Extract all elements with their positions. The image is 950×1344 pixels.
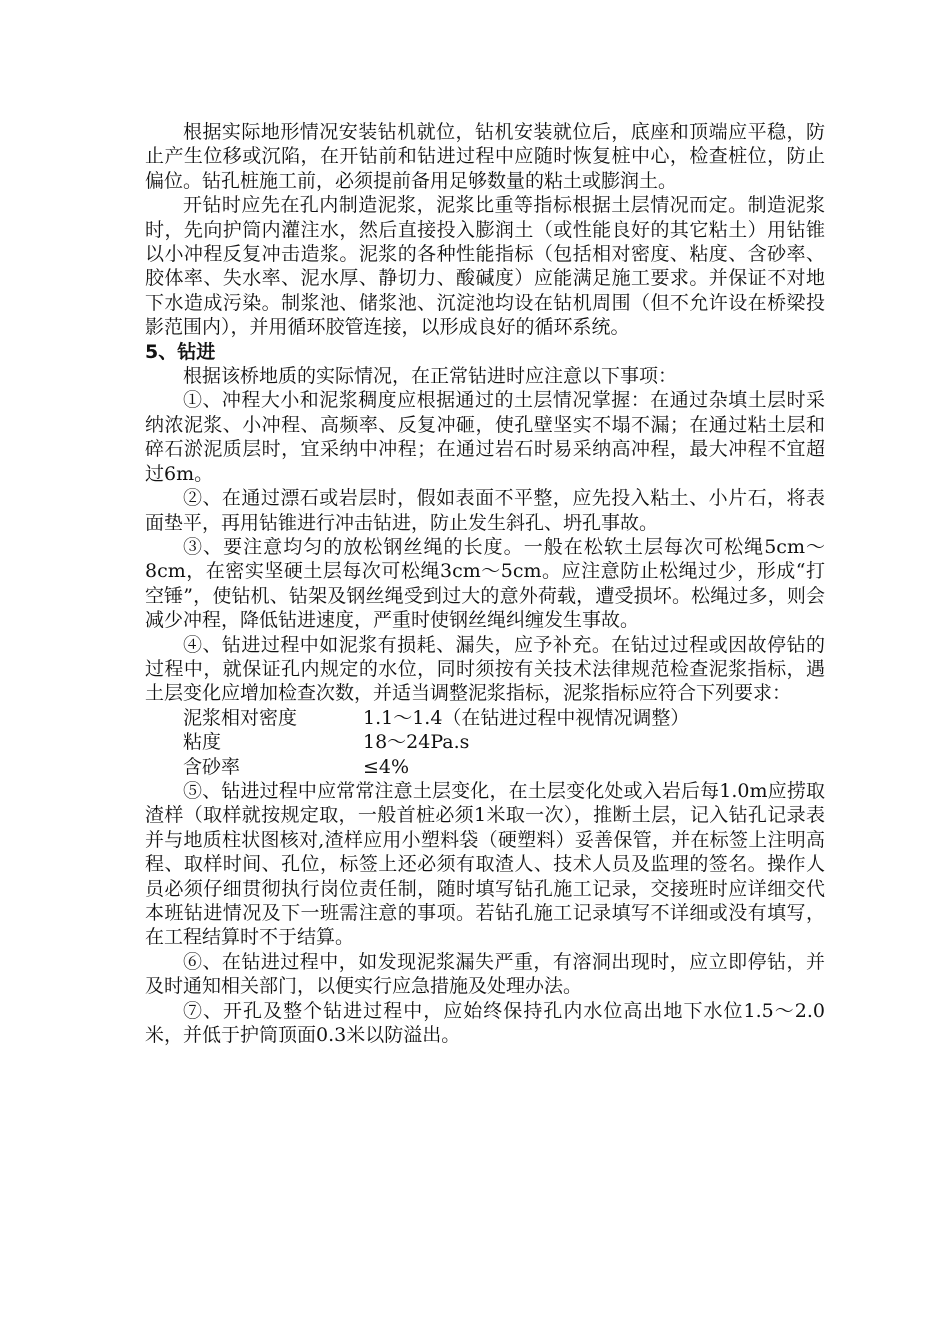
spec-label: 泥浆相对密度 — [183, 706, 298, 729]
spec-label: 粘度 — [183, 731, 222, 754]
spec-row — [145, 730, 825, 754]
spec-value: ≤4% — [363, 755, 410, 778]
paragraph-item-5: ⑤、钻进过程中应常常注意土层变化，在土层变化处或入岩后每1.0m应捞取渣样（取样就按规定取，一般首桩必须1米取一次），推断土层，记入钻孔记录表并与地质柱状图核对,渣样应用小塑料袋（硬塑料）妥善保管，并在标签上注明高程、取样时间、孔位，标签上还必须有取渣人、技术人员及监理的签名。操作人员必须仔细贯彻执行岗位责任制，随时填写钻孔施工记录，交接班时应详细交代本班钻进情况及下一班需注意的事项。若钻孔施工记录填写不详细或没有填写，在工程结算时不于结算。 — [145, 779, 825, 949]
paragraph-item-4: ④、钻进过程中如泥浆有损耗、漏失，应予补充。在钻过过程或因故停钻的过程中，就保证孔内规定的水位，同时须按有关技术法律规范检查泥浆指标，遇土层变化应增加检查次数，并适当调整泥浆指标，泥浆指标应符合下列要求： — [145, 633, 825, 705]
paragraph-intro: 根据该桥地质的实际情况，在正常钻进时应注意以下事项： — [183, 365, 678, 388]
paragraph-item-7: ⑦、开孔及整个钻进过程中，应始终保持孔内水位高出地下水位1.5～2.0米，并低于护筒顶面0.3米以防溢出。 — [145, 999, 825, 1047]
section-heading: 5、钻进 — [145, 340, 216, 363]
spec-label: 含砂率 — [183, 755, 241, 778]
paragraph-item-2: ②、在通过漂石或岩层时，假如表面不平整，应先投入粘土、小片石，将表面垫平，再用钻锥进行冲击钻进，防止发生斜孔、坍孔事故。 — [145, 487, 825, 534]
mud-spec-list — [145, 706, 825, 779]
spec-value: 18～24Pa.s — [363, 731, 470, 754]
paragraph-drill-installation: 根据实际地形情况安装钻机就位，钻机安装就位后，底座和顶端应平稳，防止产生位移或沉陷，在开钻前和钻进过程中应随时恢复桩中心，检查桩位，防止偏位。钻孔桩施工前，必须提前备用足够数量的粘土或膨润土。 — [145, 121, 825, 192]
spec-row — [145, 706, 825, 730]
document-page — [145, 120, 825, 1047]
paragraph-item-3: ③、要注意均匀的放松钢丝绳的长度。一般在松软土层每次可松绳5cm～8cm，在密实坚硬土层每次可松绳3cm～5cm。应注意防止松绳过少，形成“打空锤”，使钻机、钻架及钢丝绳受到过大的意外荷载，遭受损坏。松绳过多，则会减少冲程，降低钻进速度，严重时使钢丝绳纠缠发生事故。 — [145, 535, 825, 632]
paragraph-mud-preparation: 开钻时应先在孔内制造泥浆，泥浆比重等指标根据土层情况而定。制造泥浆时，先向护筒内灌注水，然后直接投入膨润土（或性能良好的其它粘土）用钻锥以小冲程反复冲击造浆。泥浆的各种性能指标（包括相对密度、粘度、含砂率、胶体率、失水率、泥水厚、静切力、酸碱度）应能满足施工要求。并保证不对地下水造成污染。制浆池、储浆池、沉淀池均设在钻机周围（但不允许设在桥梁投影范围内），并用循环胶管连接，以形成良好的循环系统。 — [145, 194, 825, 339]
paragraph-item-6: ⑥、在钻进过程中，如发现泥浆漏失严重，有溶洞出现时，应立即停钻，并及时通知相关部门，以便实行应急措施及处理办法。 — [145, 950, 825, 998]
spec-value: 1.1～1.4（在钻进过程中视情况调整） — [363, 706, 690, 729]
spec-row — [145, 755, 825, 779]
paragraph-item-1: ①、冲程大小和泥浆稠度应根据通过的土层情况掌握：在通过杂填土层时采纳浓泥浆、小冲程、高频率、反复冲砸，使孔壁坚实不塌不漏；在通过粘土层和碎石淤泥质层时，宜采纳中冲程；在通过岩石时易采纳高冲程，最大冲程不宜超过6m。 — [145, 389, 825, 485]
